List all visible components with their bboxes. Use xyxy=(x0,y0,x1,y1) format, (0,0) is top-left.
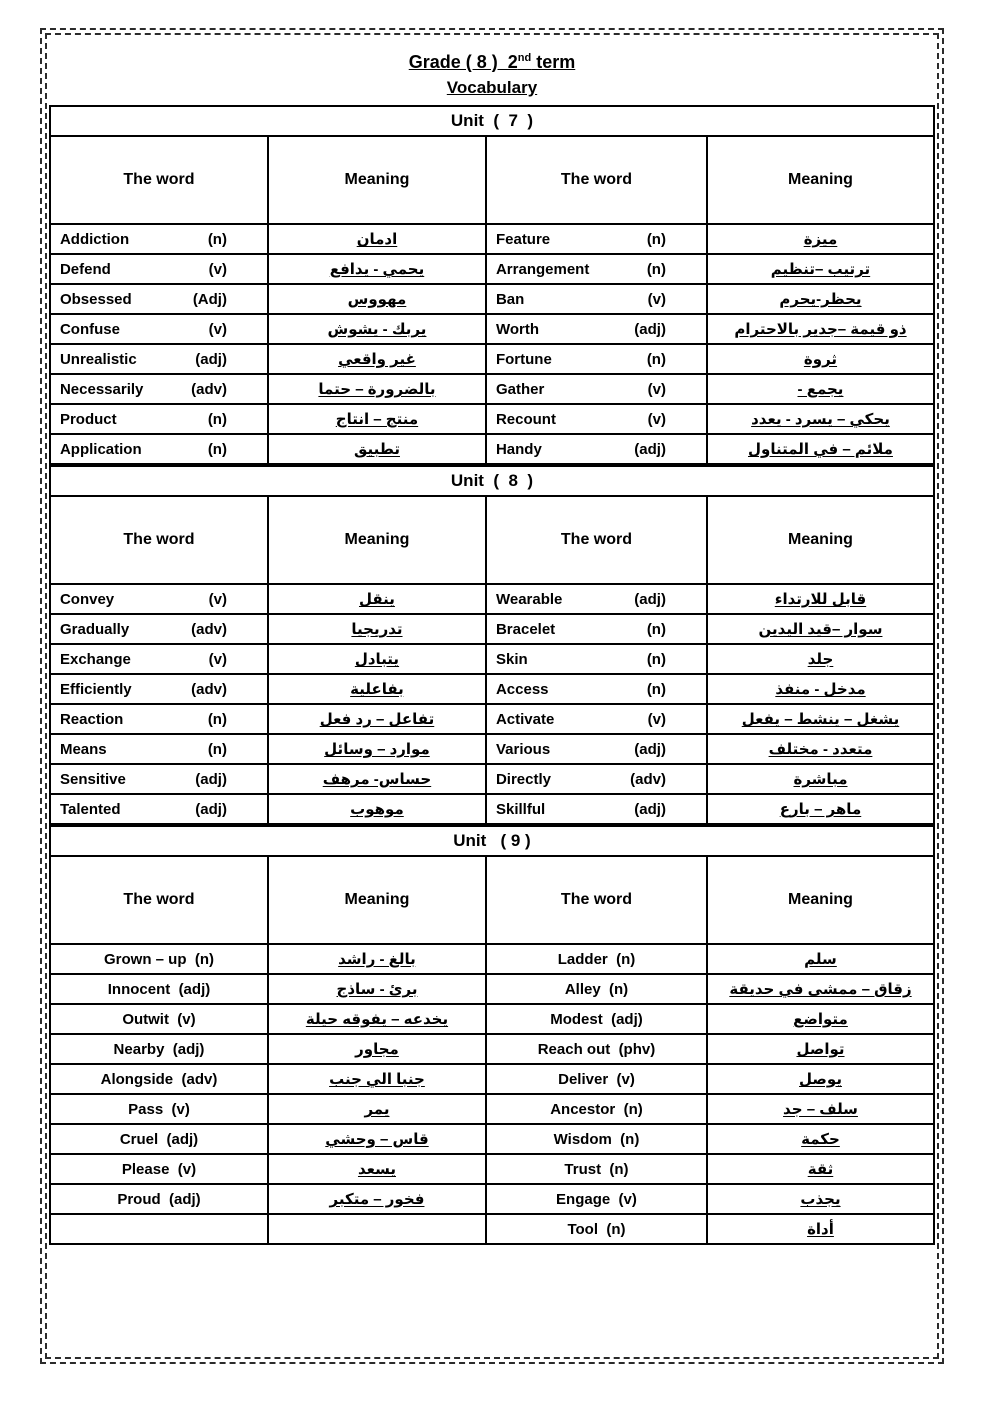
column-header-word-1: The word xyxy=(50,496,268,584)
english-word: Obsessed xyxy=(59,290,132,308)
arabic-meaning-cell: يتبادل xyxy=(268,644,486,674)
title-suffix: term xyxy=(531,52,576,72)
column-header-word-1: The word xyxy=(50,856,268,944)
arabic-meaning-cell: حكمة xyxy=(707,1124,934,1154)
title-ordinal-superscript: nd xyxy=(517,52,532,64)
part-of-speech: (n) xyxy=(207,230,227,248)
arabic-meaning-cell: مهووس xyxy=(268,284,486,314)
arabic-meaning-cell xyxy=(268,1214,486,1244)
vocab-row xyxy=(50,1124,934,1154)
english-word: Reaction xyxy=(59,710,124,728)
arabic-meaning-cell: يخدعه – يفوقه حيلة xyxy=(268,1004,486,1034)
word-cell xyxy=(486,434,707,464)
part-of-speech: (adv) xyxy=(191,680,227,698)
vocab-row xyxy=(50,1184,934,1214)
vocab-row xyxy=(50,1214,934,1244)
arabic-meaning-cell: زقاق – ممشى في حديقة xyxy=(707,974,934,1004)
word-cell xyxy=(50,434,268,464)
vocab-row xyxy=(50,614,934,644)
english-word: Handy xyxy=(495,440,542,458)
vocab-row xyxy=(50,284,934,314)
word-cell xyxy=(486,794,707,824)
word-cell xyxy=(50,644,268,674)
word-cell: Reach out (phv) xyxy=(486,1034,707,1064)
english-word: Ban xyxy=(495,290,525,308)
column-header-word-1: The word xyxy=(50,136,268,224)
arabic-meaning-cell: بفاعلية xyxy=(268,674,486,704)
arabic-meaning-cell: بالضرورة – حتما xyxy=(268,374,486,404)
unit-8-label-row xyxy=(50,466,934,496)
word-cell: Ancestor (n) xyxy=(486,1094,707,1124)
arabic-meaning-cell: سلف – جد xyxy=(707,1094,934,1124)
english-word: Access xyxy=(495,680,549,698)
part-of-speech: (v) xyxy=(647,380,666,398)
word-cell xyxy=(486,614,707,644)
part-of-speech: (n) xyxy=(646,230,666,248)
arabic-meaning-cell: قابل للارتداء xyxy=(707,584,934,614)
arabic-meaning-cell: تدريجيا xyxy=(268,614,486,644)
vocab-row xyxy=(50,764,934,794)
english-word: Arrangement xyxy=(495,260,590,278)
arabic-meaning-cell: أداة xyxy=(707,1214,934,1244)
english-word: Application xyxy=(59,440,142,458)
english-word: Sensitive xyxy=(59,770,126,788)
vocab-row xyxy=(50,374,934,404)
page-subtitle: Vocabulary xyxy=(446,78,538,97)
unit-8-header-row xyxy=(50,496,934,584)
part-of-speech: (v) xyxy=(647,710,666,728)
arabic-meaning-cell: ادمان xyxy=(268,224,486,254)
unit-7-label: Unit ( 7 ) xyxy=(50,106,934,136)
column-header-meaning-2: Meaning xyxy=(707,496,934,584)
arabic-meaning-cell: غير واقعي xyxy=(268,344,486,374)
part-of-speech: (n) xyxy=(207,740,227,758)
arabic-meaning-cell: سلم xyxy=(707,944,934,974)
part-of-speech: (v) xyxy=(208,590,227,608)
vocab-row xyxy=(50,794,934,824)
part-of-speech: (adj) xyxy=(634,320,666,338)
vocab-row xyxy=(50,344,934,374)
part-of-speech: (adj) xyxy=(634,800,666,818)
english-word: Necessarily xyxy=(59,380,144,398)
word-cell: Pass (v) xyxy=(50,1094,268,1124)
vocab-row xyxy=(50,434,934,464)
arabic-meaning-cell: يمر xyxy=(268,1094,486,1124)
english-word: Activate xyxy=(495,710,555,728)
english-word: Skin xyxy=(495,650,528,668)
unit-9-label-row xyxy=(50,826,934,856)
unit-9-header-row xyxy=(50,856,934,944)
word-cell xyxy=(50,764,268,794)
english-word: Skillful xyxy=(495,800,546,818)
part-of-speech: (n) xyxy=(207,410,227,428)
arabic-meaning-cell: جنبا الي جنب xyxy=(268,1064,486,1094)
word-cell xyxy=(50,314,268,344)
word-cell xyxy=(486,644,707,674)
word-cell xyxy=(50,584,268,614)
english-word: Directly xyxy=(495,770,551,788)
part-of-speech: (Adj) xyxy=(192,290,227,308)
part-of-speech: (adj) xyxy=(634,440,666,458)
word-cell xyxy=(50,254,268,284)
arabic-meaning-cell: تفاعل – رد فعل xyxy=(268,704,486,734)
vocab-row xyxy=(50,1004,934,1034)
english-word: Efficiently xyxy=(59,680,132,698)
decorative-page-border-inner xyxy=(45,33,939,1359)
decorative-page-border xyxy=(40,28,944,1364)
word-cell: Wisdom (n) xyxy=(486,1124,707,1154)
word-cell: Ladder (n) xyxy=(486,944,707,974)
part-of-speech: (adj) xyxy=(634,740,666,758)
word-cell xyxy=(50,794,268,824)
word-cell: Outwit (v) xyxy=(50,1004,268,1034)
word-cell xyxy=(486,344,707,374)
part-of-speech: (adv) xyxy=(191,620,227,638)
arabic-meaning-cell: موارد – وسائل xyxy=(268,734,486,764)
vocab-row xyxy=(50,974,934,1004)
word-cell xyxy=(486,404,707,434)
vocab-row xyxy=(50,734,934,764)
column-header-word-2: The word xyxy=(486,136,707,224)
column-header-meaning-2: Meaning xyxy=(707,136,934,224)
arabic-meaning-cell: قاس – وحشي xyxy=(268,1124,486,1154)
word-cell xyxy=(486,374,707,404)
part-of-speech: (adj) xyxy=(195,350,227,368)
unit-8-table xyxy=(49,465,935,825)
word-cell xyxy=(486,224,707,254)
english-word: Fortune xyxy=(495,350,552,368)
arabic-meaning-cell: يجذب xyxy=(707,1184,934,1214)
english-word: Gather xyxy=(495,380,545,398)
english-word: Worth xyxy=(495,320,540,338)
arabic-meaning-cell: يشغل – ينشط – يفعل xyxy=(707,704,934,734)
part-of-speech: (n) xyxy=(646,350,666,368)
word-cell xyxy=(50,374,268,404)
arabic-meaning-cell: ماهر – بارع xyxy=(707,794,934,824)
word-cell xyxy=(50,344,268,374)
word-cell: Engage (v) xyxy=(486,1184,707,1214)
word-cell: Proud (adj) xyxy=(50,1184,268,1214)
part-of-speech: (v) xyxy=(208,260,227,278)
word-cell: Deliver (v) xyxy=(486,1064,707,1094)
word-cell: Innocent (adj) xyxy=(50,974,268,1004)
vocab-row xyxy=(50,644,934,674)
arabic-meaning-cell: ميزة xyxy=(707,224,934,254)
part-of-speech: (n) xyxy=(207,710,227,728)
english-word: Product xyxy=(59,410,117,428)
arabic-meaning-cell: مباشرة xyxy=(707,764,934,794)
arabic-meaning-cell: تطبيق xyxy=(268,434,486,464)
word-cell: Modest (adj) xyxy=(486,1004,707,1034)
arabic-meaning-cell: يوصل xyxy=(707,1064,934,1094)
part-of-speech: (v) xyxy=(208,650,227,668)
unit-9-table xyxy=(49,825,935,1245)
word-cell xyxy=(50,224,268,254)
word-cell xyxy=(486,314,707,344)
arabic-meaning-cell: برئ - ساذج xyxy=(268,974,486,1004)
word-cell: Please (v) xyxy=(50,1154,268,1184)
word-cell xyxy=(486,674,707,704)
unit-7-header-row xyxy=(50,136,934,224)
vocab-row xyxy=(50,254,934,284)
part-of-speech: (n) xyxy=(207,440,227,458)
arabic-meaning-cell: يحكي – يسرد - يعدد xyxy=(707,404,934,434)
arabic-meaning-cell: موهوب xyxy=(268,794,486,824)
arabic-meaning-cell: تواصل xyxy=(707,1034,934,1064)
word-cell: Grown – up (n) xyxy=(50,944,268,974)
arabic-meaning-cell: يحظر-يحرم xyxy=(707,284,934,314)
arabic-meaning-cell: منتج – انتاج xyxy=(268,404,486,434)
column-header-meaning-2: Meaning xyxy=(707,856,934,944)
vocab-row xyxy=(50,584,934,614)
word-cell xyxy=(50,404,268,434)
arabic-meaning-cell: يسعد xyxy=(268,1154,486,1184)
english-word: Confuse xyxy=(59,320,120,338)
english-word: Wearable xyxy=(495,590,563,608)
english-word: Means xyxy=(59,740,107,758)
column-header-meaning-1: Meaning xyxy=(268,496,486,584)
column-header-meaning-1: Meaning xyxy=(268,136,486,224)
english-word: Bracelet xyxy=(495,620,556,638)
arabic-meaning-cell: يحمي - يدافع xyxy=(268,254,486,284)
arabic-meaning-cell: جلد xyxy=(707,644,934,674)
word-cell xyxy=(486,284,707,314)
word-cell xyxy=(486,584,707,614)
vocab-row xyxy=(50,314,934,344)
word-cell: Trust (n) xyxy=(486,1154,707,1184)
arabic-meaning-cell: فخور – متكبر xyxy=(268,1184,486,1214)
word-cell xyxy=(486,254,707,284)
arabic-meaning-cell: بالغ - راشد xyxy=(268,944,486,974)
word-cell xyxy=(486,764,707,794)
part-of-speech: (n) xyxy=(646,650,666,668)
part-of-speech: (adv) xyxy=(191,380,227,398)
column-header-meaning-1: Meaning xyxy=(268,856,486,944)
word-cell: Cruel (adj) xyxy=(50,1124,268,1154)
english-word: Gradually xyxy=(59,620,130,638)
english-word: Feature xyxy=(495,230,551,248)
arabic-meaning-cell: متواضع xyxy=(707,1004,934,1034)
vocab-row xyxy=(50,1034,934,1064)
arabic-meaning-cell: متعدد - مختلف xyxy=(707,734,934,764)
word-cell: Tool (n) xyxy=(486,1214,707,1244)
word-cell xyxy=(50,704,268,734)
unit-8-label: Unit ( 8 ) xyxy=(50,466,934,496)
part-of-speech: (adj) xyxy=(634,590,666,608)
word-cell: Nearby (adj) xyxy=(50,1034,268,1064)
arabic-meaning-cell: ينقل xyxy=(268,584,486,614)
word-cell: Alley (n) xyxy=(486,974,707,1004)
vocab-row xyxy=(50,224,934,254)
part-of-speech: (n) xyxy=(646,620,666,638)
unit-7-table xyxy=(49,105,935,465)
title-prefix: Grade ( 8 ) 2 xyxy=(408,52,518,72)
vocab-row xyxy=(50,1094,934,1124)
vocab-row xyxy=(50,404,934,434)
word-cell xyxy=(486,704,707,734)
arabic-meaning-cell: مدخل - منفذ xyxy=(707,674,934,704)
arabic-meaning-cell: يربك - يشوش xyxy=(268,314,486,344)
part-of-speech: (n) xyxy=(646,260,666,278)
column-header-word-2: The word xyxy=(486,496,707,584)
arabic-meaning-cell: سوار –قيد اليدين xyxy=(707,614,934,644)
english-word: Exchange xyxy=(59,650,131,668)
vocab-row xyxy=(50,1064,934,1094)
word-cell xyxy=(486,734,707,764)
unit-7-label-row xyxy=(50,106,934,136)
english-word: Unrealistic xyxy=(59,350,137,368)
arabic-meaning-cell: ثقة xyxy=(707,1154,934,1184)
word-cell xyxy=(50,284,268,314)
arabic-meaning-cell: يجمع - xyxy=(707,374,934,404)
arabic-meaning-cell: ملائم – في المتناول xyxy=(707,434,934,464)
word-cell: Alongside (adv) xyxy=(50,1064,268,1094)
page-title xyxy=(47,45,937,75)
arabic-meaning-cell: ذو قيمة –جدير بالاحترام xyxy=(707,314,934,344)
arabic-meaning-cell: مجاور xyxy=(268,1034,486,1064)
word-cell xyxy=(50,674,268,704)
vocab-row xyxy=(50,674,934,704)
unit-9-label: Unit ( 9 ) xyxy=(50,826,934,856)
part-of-speech: (v) xyxy=(208,320,227,338)
vocab-row xyxy=(50,1154,934,1184)
part-of-speech: (v) xyxy=(647,290,666,308)
column-header-word-2: The word xyxy=(486,856,707,944)
part-of-speech: (v) xyxy=(647,410,666,428)
word-cell xyxy=(50,734,268,764)
english-word: Defend xyxy=(59,260,111,278)
word-cell xyxy=(50,1214,268,1244)
english-word: Addiction xyxy=(59,230,130,248)
english-word: Convey xyxy=(59,590,115,608)
part-of-speech: (adj) xyxy=(195,770,227,788)
arabic-meaning-cell: ترتيب –تنظيم xyxy=(707,254,934,284)
word-cell xyxy=(50,614,268,644)
part-of-speech: (adj) xyxy=(195,800,227,818)
arabic-meaning-cell: حساس- مرهف xyxy=(268,764,486,794)
part-of-speech: (n) xyxy=(646,680,666,698)
arabic-meaning-cell: ثروة xyxy=(707,344,934,374)
part-of-speech: (adv) xyxy=(630,770,666,788)
english-word: Various xyxy=(495,740,551,758)
vocab-row xyxy=(50,704,934,734)
vocab-row xyxy=(50,944,934,974)
english-word: Recount xyxy=(495,410,556,428)
english-word: Talented xyxy=(59,800,121,818)
